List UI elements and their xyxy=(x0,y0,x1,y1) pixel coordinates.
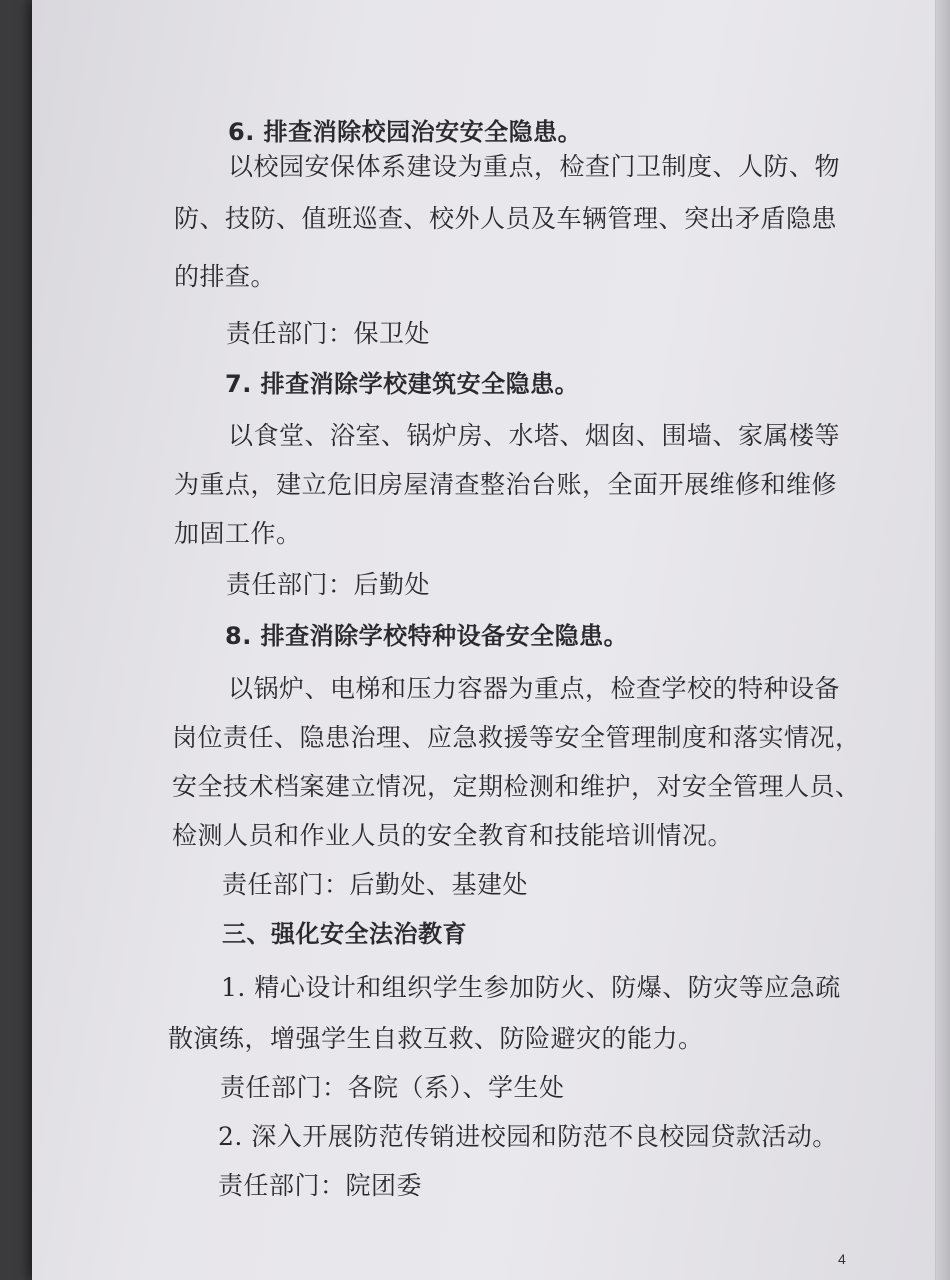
section-6-body-line-1: 以校园安保体系建设为重点，检查门卫制度、人防、物 xyxy=(228,152,841,181)
section-heading-7: 7. 排查消除学校建筑安全隐患。 xyxy=(225,370,580,398)
section-8-responsibility: 责任部门：后勤处、基建处 xyxy=(222,870,529,899)
part-3-item-1-line-2: 散演练，增强学生自救互救、防险避灾的能力。 xyxy=(168,1024,704,1053)
page-number: 4 xyxy=(838,1251,846,1267)
section-8-body-line-4: 检测人员和作业人员的安全教育和技能培训情况。 xyxy=(172,821,734,850)
document-page xyxy=(32,0,950,1280)
part-3-item-1-line-1: 1. 精心设计和组织学生参加防火、防爆、防灾等应急疏 xyxy=(221,973,841,1002)
section-7-body-line-2: 为重点，建立危旧房屋清查整治台账，全面开展维修和维修 xyxy=(174,470,838,499)
section-8-body-line-2: 岗位责任、隐患治理、应急救援等安全管理制度和落实情况， xyxy=(172,723,861,752)
section-7-body-line-1: 以食堂、浴室、锅炉房、水塔、烟囱、围墙、家属楼等 xyxy=(228,421,841,450)
part-3-item-2-line: 2. 深入开展防范传销进校园和防范不良校园贷款活动。 xyxy=(218,1122,838,1151)
part-3-heading: 三、强化安全法治教育 xyxy=(222,920,467,948)
section-7-responsibility: 责任部门：后勤处 xyxy=(226,570,431,599)
section-heading-8: 8. 排查消除学校特种设备安全隐患。 xyxy=(225,622,629,650)
section-6-responsibility: 责任部门：保卫处 xyxy=(226,319,431,348)
section-8-body-line-1: 以锅炉、电梯和压力容器为重点，检查学校的特种设备 xyxy=(228,674,841,703)
section-6-body-line-2: 防、技防、值班巡查、校外人员及车辆管理、突出矛盾隐患 xyxy=(174,204,838,233)
section-6-body-line-3: 的排查。 xyxy=(174,262,277,291)
section-8-body-line-3: 安全技术档案建立情况，定期检测和维护，对安全管理人员、 xyxy=(172,772,861,801)
section-7-body-line-3: 加固工作。 xyxy=(174,519,302,548)
section-heading-6: 6. 排查消除校园治安安全隐患。 xyxy=(228,118,583,146)
part-3-item-1-responsibility: 责任部门：各院（系）、学生处 xyxy=(220,1073,565,1102)
page-content xyxy=(32,0,950,1280)
part-3-item-2-responsibility: 责任部门：院团委 xyxy=(218,1171,423,1200)
